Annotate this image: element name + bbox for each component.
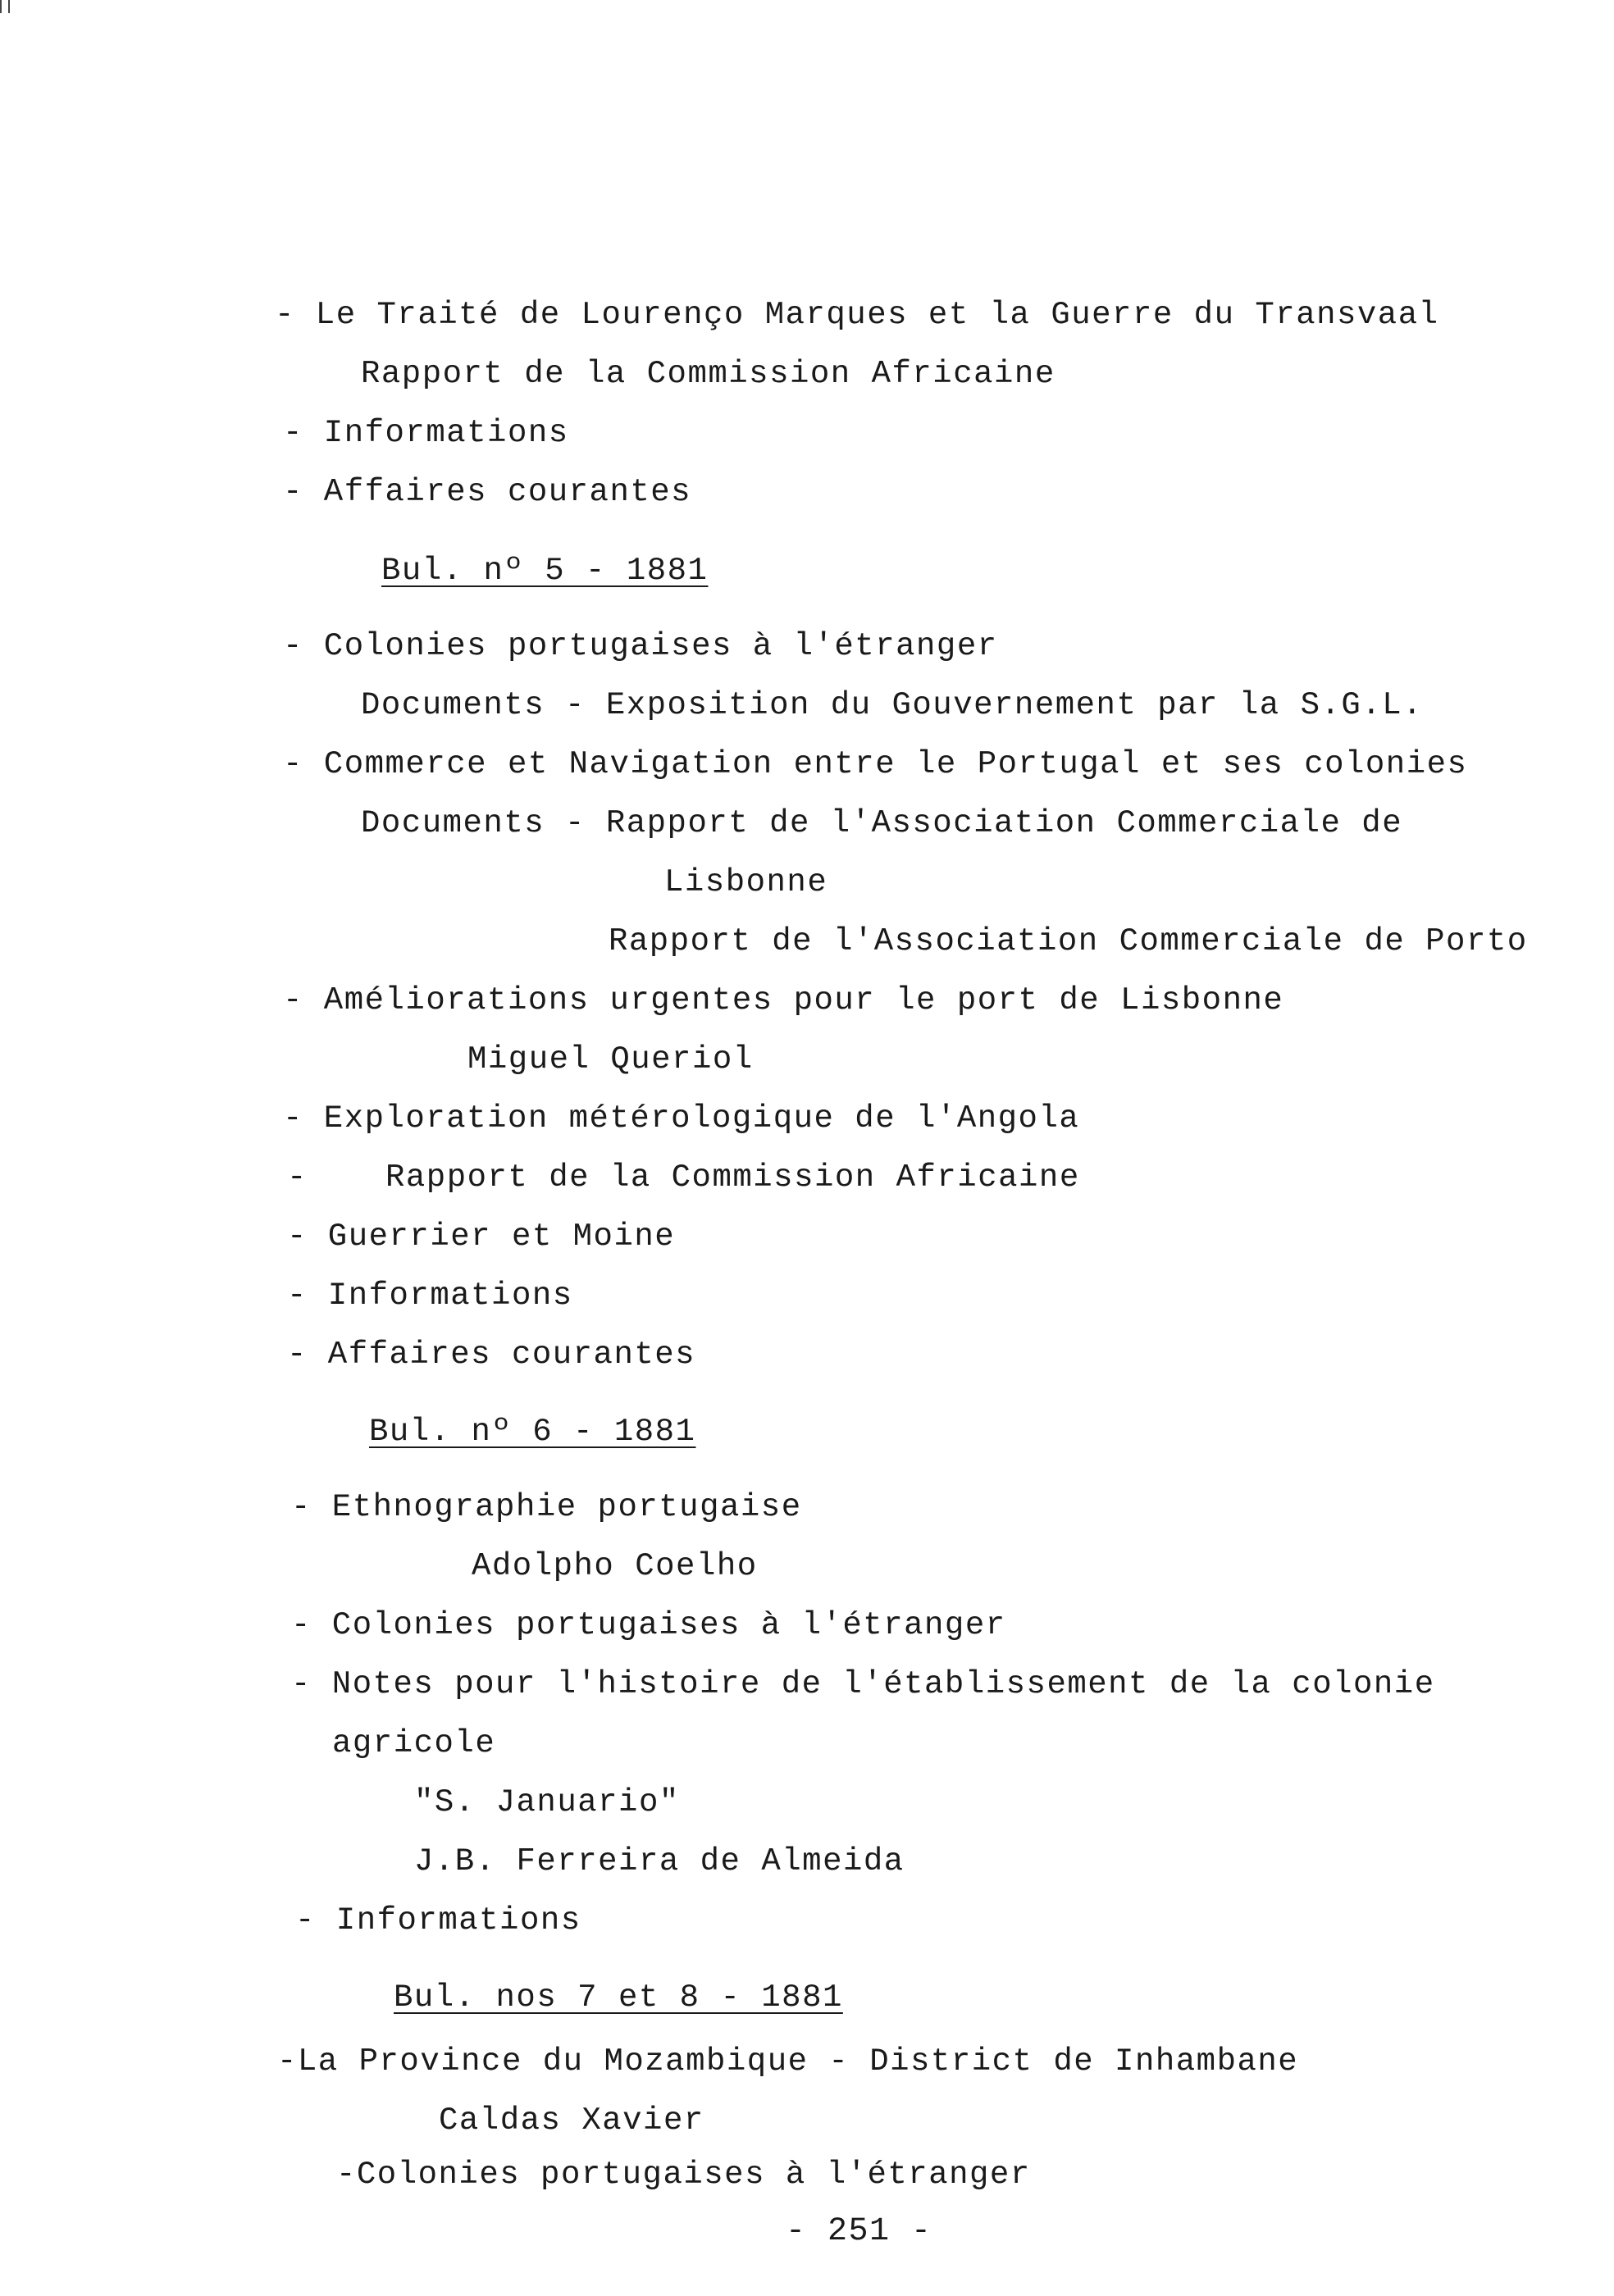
entry-subtitle: Documents - Rapport de l'Association Commerciale de: [361, 805, 1403, 841]
scan-mark: [0, 0, 10, 13]
entry-title: - Commerce et Navigation entre le Portugal et ses colonies: [283, 746, 1468, 782]
entry-dash: -: [287, 1159, 308, 1196]
entry-title: - Informations: [287, 1278, 573, 1314]
entry-title: -Colonies portugaises à l'étranger: [336, 2157, 1031, 2193]
bulletin-heading: Bul. nº 6 - 1881: [369, 1414, 696, 1450]
entry-author: Adolpho Coelho: [472, 1548, 758, 1584]
entry-title: - Améliorations urgentes pour le port de Lisbonne: [283, 982, 1284, 1018]
entry-subtitle: "S. Januario": [414, 1784, 680, 1820]
entry-title: -La Province du Mozambique - District de Inhambane: [277, 2043, 1299, 2080]
bulletin-heading: Bul. nos 7 et 8 - 1881: [394, 1979, 843, 2016]
entry-title: - Exploration métérologique de l'Angola: [283, 1100, 1080, 1137]
entry-subtitle: Documents - Exposition du Gouvernement par la S.G.L.: [361, 687, 1423, 723]
entry-author: Miguel Queriol: [467, 1041, 754, 1077]
entry-subtitle: Rapport de la Commission Africaine: [361, 356, 1055, 392]
bulletin-heading: Bul. nº 5 - 1881: [381, 553, 709, 589]
entry-continuation: agricole: [332, 1725, 496, 1761]
entry-title: - Le Traité de Lourenço Marques et la Guerre du Transvaal: [275, 297, 1439, 333]
entry-title: - Notes pour l'histoire de l'établissement de la colonie: [291, 1666, 1435, 1702]
entry-title: - Guerrier et Moine: [287, 1219, 676, 1255]
entry-title: - Colonies portugaises à l'étranger: [291, 1607, 1006, 1643]
entry-title: - Affaires courantes: [283, 474, 692, 510]
entry-title: - Informations: [283, 415, 569, 451]
entry-author: J.B. Ferreira de Almeida: [414, 1843, 905, 1879]
entry-subtitle: Lisbonne: [664, 864, 828, 900]
entry-title: - Affaires courantes: [287, 1337, 696, 1373]
page-number: - 251 -: [786, 2213, 932, 2250]
entry-title: - Colonies portugaises à l'étranger: [283, 628, 998, 664]
entry-subtitle: Rapport de la Commission Africaine: [385, 1159, 1080, 1196]
entry-title: - Ethnographie portugaise: [291, 1489, 802, 1525]
entry-title: - Informations: [295, 1902, 581, 1938]
entry-subtitle: Rapport de l'Association Commerciale de Porto: [609, 923, 1528, 959]
entry-author: Caldas Xavier: [439, 2102, 704, 2139]
